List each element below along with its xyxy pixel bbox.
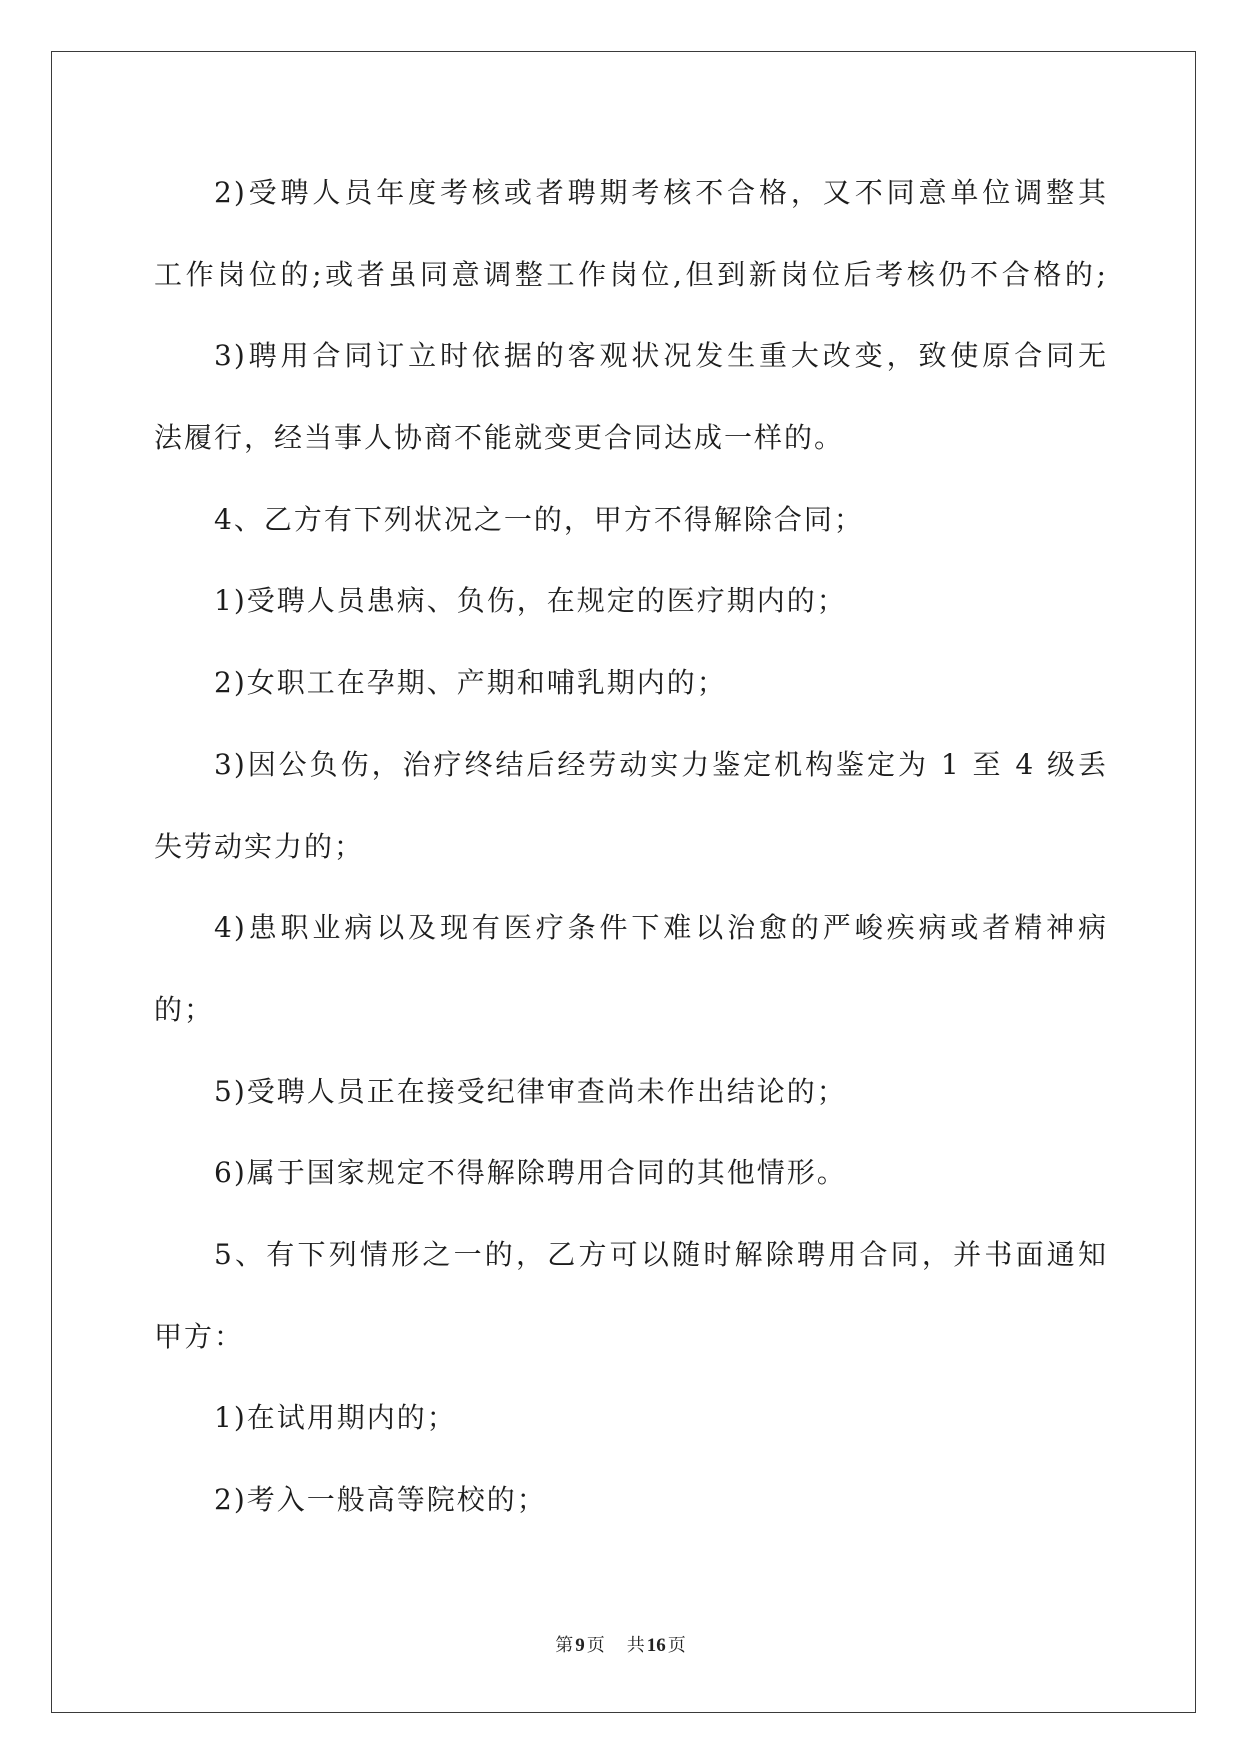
- page-prefix: 第: [555, 1635, 574, 1656]
- paragraph-line: 甲方：: [154, 1319, 245, 1353]
- paragraph: [154, 479, 1108, 561]
- paragraph: [154, 642, 1108, 724]
- paragraph-line: 1)在试用期内的；: [214, 1401, 457, 1435]
- paragraph: [154, 315, 1108, 478]
- paragraph-line: 1)受聘人员患病、负伤，在规定的医疗期内的；: [214, 584, 847, 618]
- paragraph: [154, 1377, 1108, 1459]
- paragraph-line: 5)受聘人员正在接受纪律审查尚未作出结论的；: [214, 1074, 847, 1108]
- paragraph: [154, 152, 1108, 315]
- document-body: [154, 152, 1108, 1541]
- total-prefix: 共: [626, 1635, 645, 1656]
- paragraph-line: 2)考入一般高等院校的；: [214, 1483, 547, 1516]
- paragraph: [154, 560, 1108, 642]
- paragraph-line: 失劳动实力的；: [154, 829, 365, 863]
- page-footer: [0, 1633, 1241, 1659]
- paragraph: [154, 1051, 1108, 1133]
- total-pages: 16: [646, 1635, 666, 1656]
- paragraph-line: 2)受聘人员年度考核或者聘期考核不合格，又不同意单位调整其: [214, 176, 1108, 209]
- paragraph-line: 法履行，经当事人协商不能就变更合同达成一样的。: [154, 421, 845, 455]
- paragraph: [154, 887, 1108, 1050]
- paragraph-line: 4)患职业病以及现有医疗条件下难以治愈的严峻疾病或者精神病: [214, 911, 1108, 945]
- paragraph: [154, 724, 1108, 887]
- paragraph-line: 3)因公负伤，治疗终结后经劳动实力鉴定机构鉴定为 1 至 4 级丢: [214, 747, 1108, 781]
- paragraph-line: 4、乙方有下列状况之一的，甲方不得解除合同；: [214, 502, 864, 536]
- page-number: 9: [575, 1635, 585, 1656]
- paragraph-line: 6)属于国家规定不得解除聘用合同的其他情形。: [214, 1156, 847, 1190]
- paragraph: [154, 1132, 1108, 1214]
- paragraph-line: 的；: [154, 992, 215, 1026]
- paragraph: [154, 1214, 1108, 1377]
- paragraph-line: 2)女职工在孕期、产期和哺乳期内的；: [214, 666, 727, 700]
- paragraph: [154, 1459, 1108, 1541]
- paragraph-line: 3)聘用合同订立时依据的客观状况发生重大改变，致使原合同无: [214, 339, 1108, 373]
- page-suffix: 页: [586, 1635, 605, 1656]
- total-suffix: 页: [667, 1635, 686, 1656]
- paragraph-line: 工作岗位的;或者虽同意调整工作岗位,但到新岗位后考核仍不合格的;: [154, 257, 1108, 291]
- paragraph-line: 5、有下列情形之一的，乙方可以随时解除聘用合同，并书面通知: [214, 1237, 1108, 1271]
